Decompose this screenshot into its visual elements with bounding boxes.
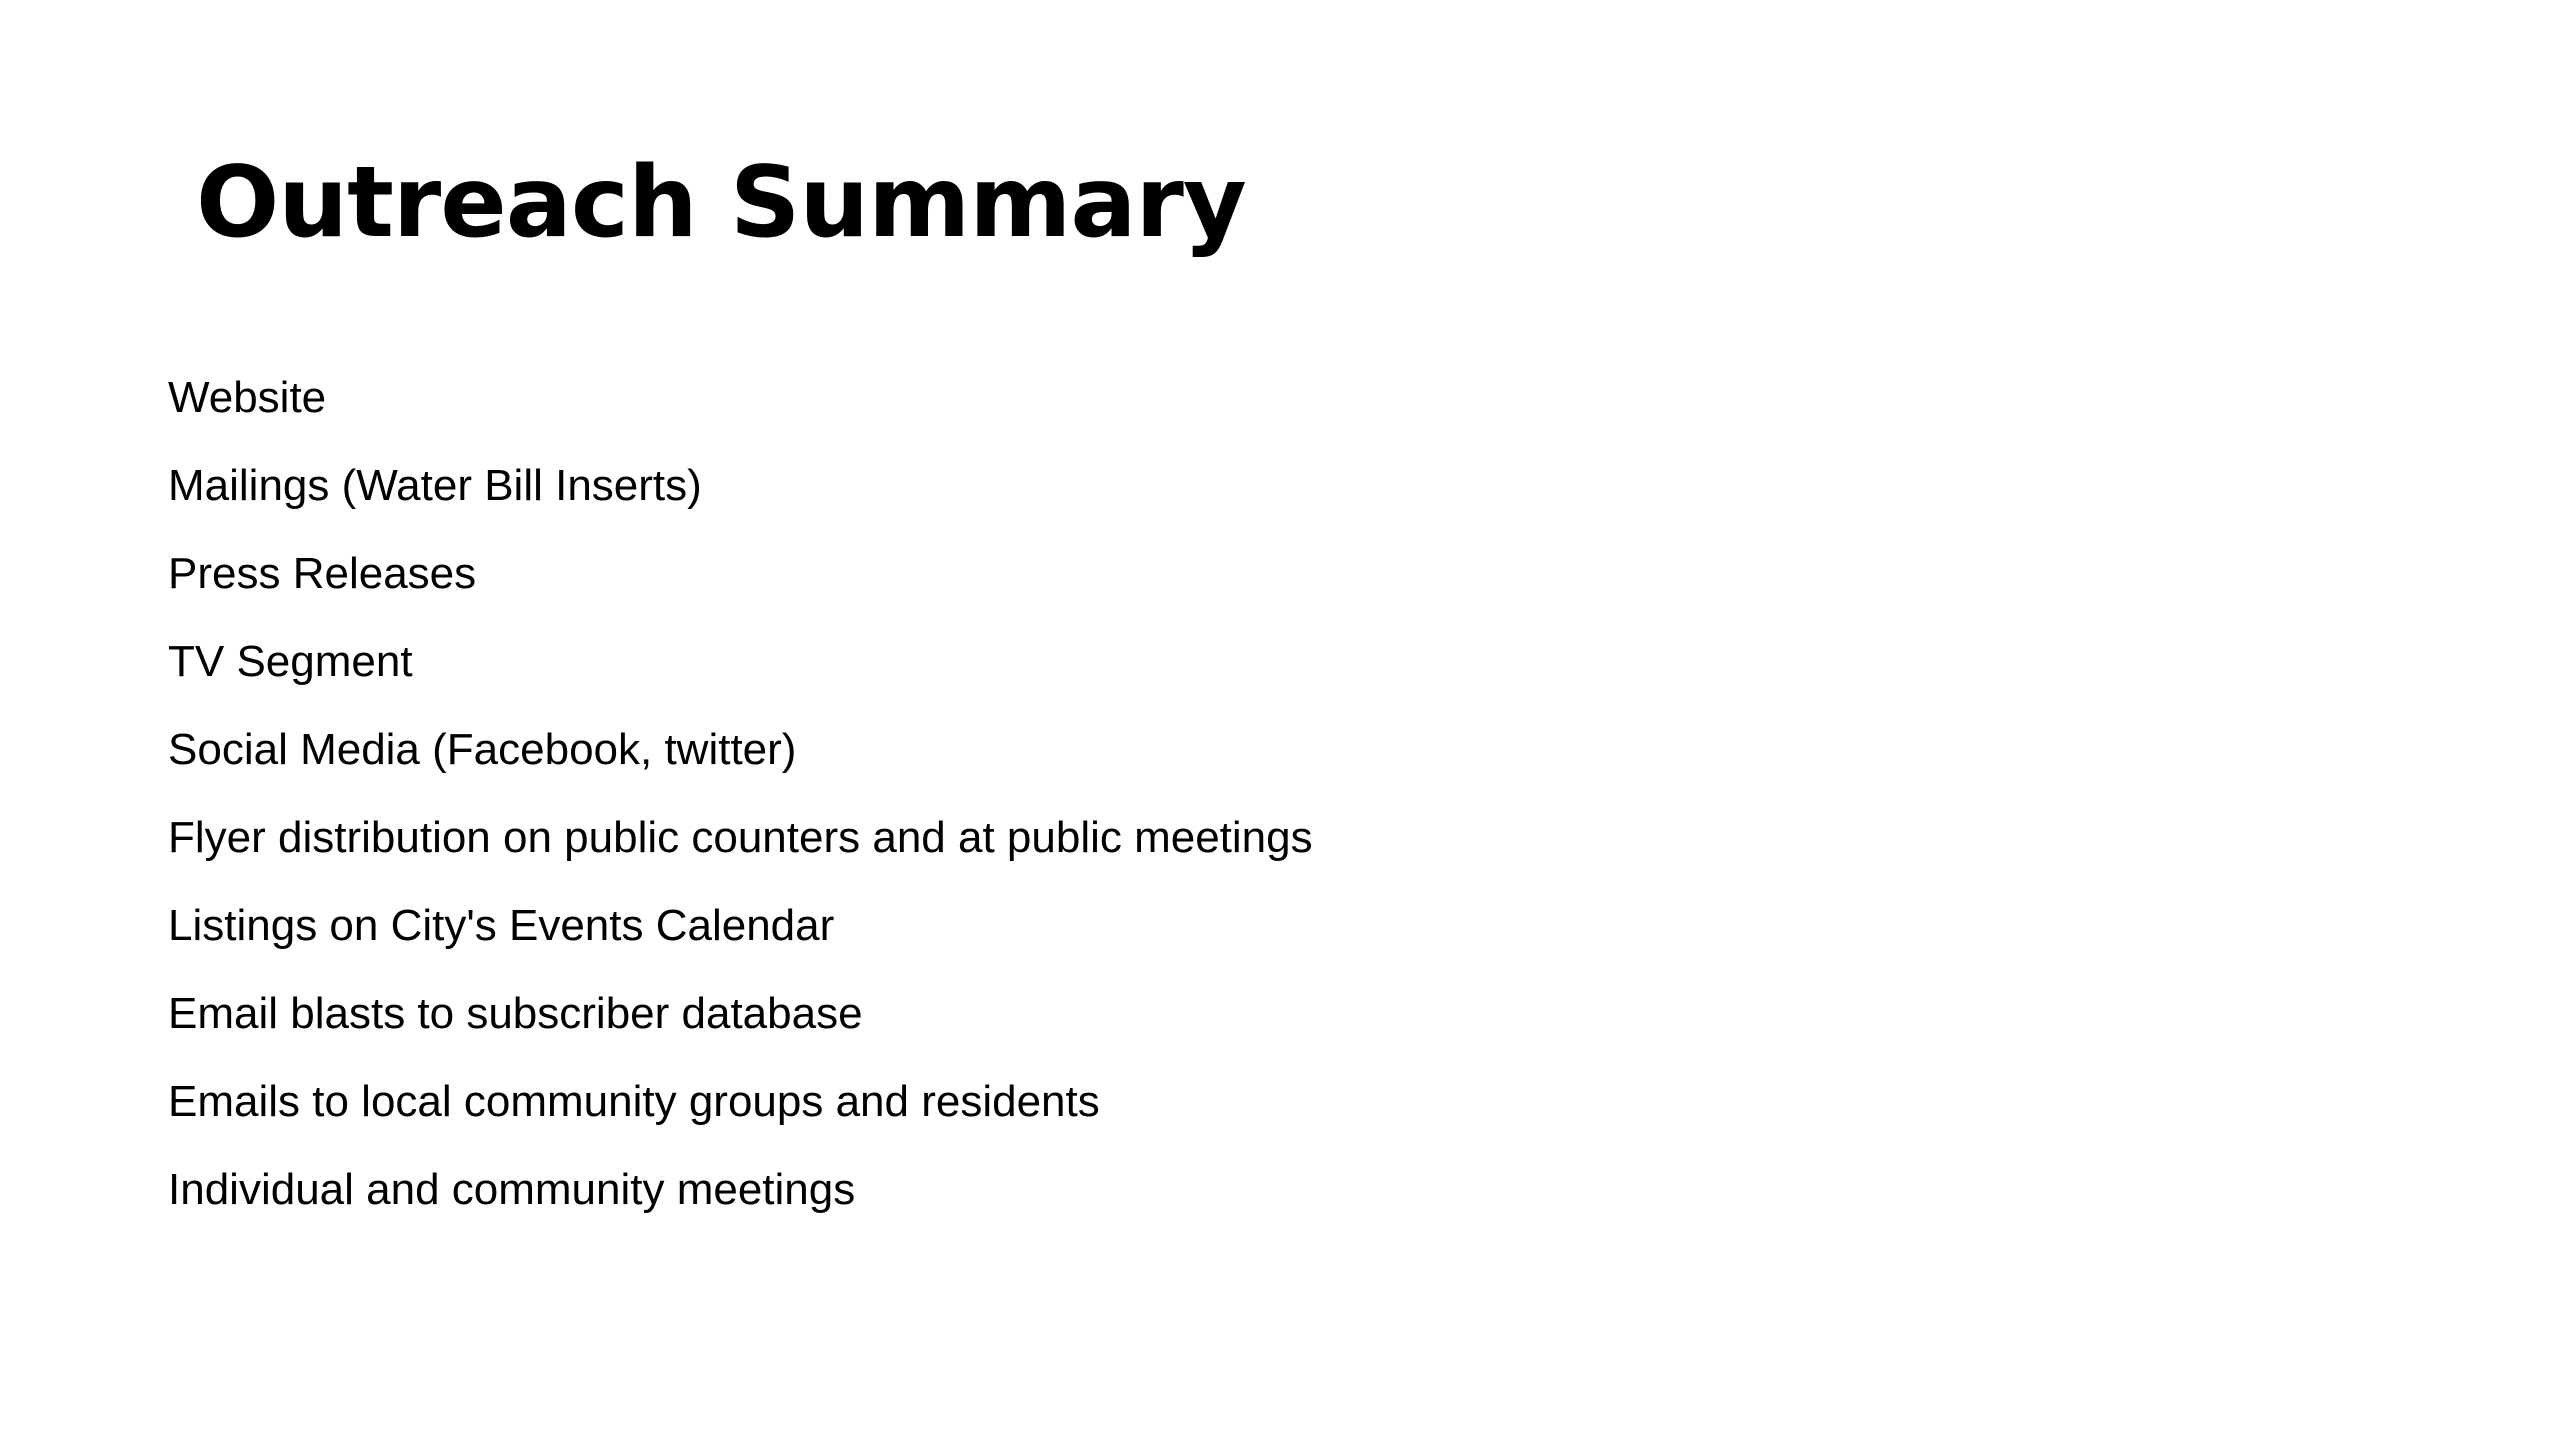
- list-item: Website: [168, 373, 327, 422]
- list-item: TV Segment: [168, 637, 413, 686]
- list-item: Press Releases: [168, 549, 477, 598]
- list-item: Individual and community meetings: [168, 1165, 856, 1214]
- list-item: Mailings (Water Bill Inserts): [168, 461, 702, 510]
- list-item: Listings on City's Events Calendar: [168, 901, 835, 950]
- list-item: Flyer distribution on public counters and at public meetings: [168, 813, 1313, 862]
- list-item: Email blasts to subscriber database: [168, 989, 863, 1038]
- list-item: Social Media (Facebook, twitter): [168, 725, 797, 774]
- slide-title: Outreach Summary: [196, 146, 1246, 260]
- outreach-list: [168, 368, 1313, 1248]
- list-item: Emails to local community groups and residents: [168, 1077, 1100, 1126]
